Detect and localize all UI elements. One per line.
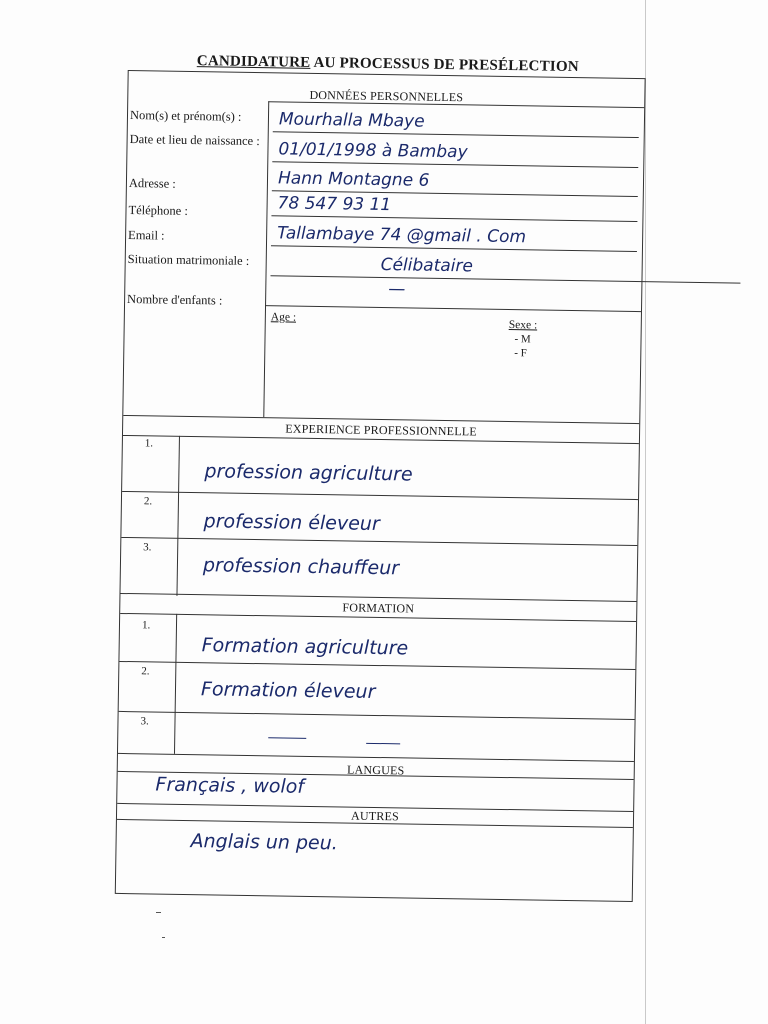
label-children: Nombre d'enfants : — [127, 292, 223, 308]
divider — [176, 436, 180, 596]
experience-num-2: 2. — [143, 495, 153, 508]
label-birth: Date et lieu de naissance : — [129, 132, 260, 149]
formation-num-3: 3. — [140, 715, 149, 728]
experience-num-1: 1. — [144, 437, 154, 450]
experience-entry-3[interactable]: profession chauffeur — [202, 554, 400, 580]
email-field[interactable]: Tallambaye 74 @gmail . Com — [271, 223, 637, 252]
address-field[interactable]: Hann Montagne 6 — [272, 168, 638, 197]
label-email: Email : — [128, 228, 165, 243]
form-title-part1: CANDIDATURE — [196, 53, 311, 71]
section-title-formation: FORMATION — [342, 600, 415, 616]
birth-field[interactable]: 01/01/1998 à Bambay — [272, 139, 638, 168]
label-sex: Sexe : — [508, 319, 538, 332]
section-title-personal: DONNÉES PERSONNELLES — [309, 87, 464, 105]
sex-option-m[interactable]: - M — [514, 333, 531, 346]
section-title-languages: LANGUES — [346, 762, 405, 778]
form-frame — [115, 70, 646, 902]
experience-entry-1[interactable]: profession agriculture — [204, 460, 413, 486]
label-age: Age : — [270, 311, 297, 324]
divider — [263, 101, 269, 417]
label-address: Adresse : — [128, 176, 176, 191]
label-marital: Situation matrimoniale : — [127, 252, 250, 268]
divider — [174, 614, 177, 754]
section-title-experience: EXPERIENCE PROFESSIONNELLE — [285, 421, 477, 439]
label-phone: Téléphone : — [128, 203, 188, 218]
experience-num-3: 3. — [143, 541, 152, 554]
marital-field[interactable]: Célibataire — [270, 253, 740, 283]
candidature-form — [115, 52, 648, 910]
label-name: Nom(s) et prénom(s) : — [129, 108, 242, 124]
name-field[interactable]: Mourhalla Mbaye — [273, 109, 639, 138]
experience-entry-2[interactable]: profession éleveur — [203, 510, 380, 536]
children-field[interactable]: — — [388, 279, 406, 300]
phone-field[interactable]: 78 547 93 11 — [271, 193, 637, 222]
formation-num-1: 1. — [141, 619, 151, 632]
formation-entry-2[interactable]: Formation éleveur — [200, 678, 376, 703]
formation-entry-1[interactable]: Formation agriculture — [201, 634, 409, 660]
others-field[interactable]: Anglais un peu. — [190, 830, 338, 855]
formation-num-2: 2. — [141, 665, 150, 678]
form-title-part2: AU PROCESSUS DE PRESÉLECTION — [310, 54, 579, 76]
languages-field[interactable]: Français , wolof — [155, 773, 305, 798]
scan-speck — [162, 937, 165, 938]
section-title-others: AUTRES — [350, 808, 400, 824]
divider — [265, 305, 641, 312]
sex-option-f[interactable]: - F — [514, 347, 527, 360]
scan-speck — [156, 912, 161, 913]
